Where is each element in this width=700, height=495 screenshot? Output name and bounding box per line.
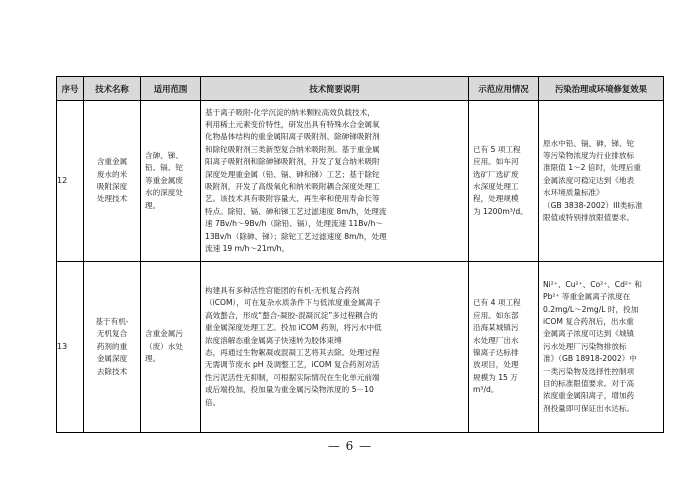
row-description [201, 262, 469, 433]
row-seq-text: 12 [57, 175, 68, 185]
row-scope [141, 101, 201, 262]
row-tech-name-text: 含重金属 废水的米 吸附深度 处理技术 [96, 157, 128, 204]
row-description [201, 101, 469, 262]
row-scope-text: 含重金属污 （废）水处 理。 [145, 329, 183, 364]
row-seq [57, 262, 84, 433]
row-demo-text: 已有 4 项工程 应用。如东部 沿海某城镇污 水处理厂出水 镍离子达标排 放项目，处理 规模为 15 万 m³/d。 [473, 298, 521, 395]
row-tech-name [84, 101, 141, 262]
row-demo-text: 已有 5 项工程 应用。如车河 选矿厂选矿废 水深度处理工 程，处理规模 为 1200m³/d。 [473, 144, 528, 216]
header-demo-application: 示范应用情况 [469, 77, 539, 101]
row-description-text: 基于离子吸附-化学沉淀的纳米颗粒高效负载技术， 利用稀土元素变价特性，研发出具有特殊水合金属氧 化物晶体结构的重金属阳离子吸附剂、除砷锑吸附剂 和除铊吸附剂三类新型复合纳米吸附剂。基于重金属 阳离子吸附剂和除砷锑吸附剂，开发了复合纳米吸附 深度处理重金属（铅、镉、砷和锑）工艺；基于除铊 吸附剂，开发了高级氧化和纳米吸附耦合深度处理工 艺。该技术具有吸附容量大、再生率和使用寿命长等 特点。除铅、镉、砷和锑工艺过滤速度 8m/h，处理流 速 7Bv/h～9Bv/h（除铅、镉），处理流速 11Bv/h～ 13Bv/h（除砷、锑）；除铊工艺过滤速度 8m/h，处理 流速 19 m/h～21m/h。 [205, 107, 387, 254]
row-demo-application [469, 101, 539, 262]
header-scope: 适用范围 [141, 77, 201, 101]
row-effect [539, 262, 664, 433]
technology-table [56, 76, 664, 433]
row-tech-name [84, 262, 141, 433]
row-effect-text: Ni²⁺、Cu²⁺、Co²⁺、Cd²⁺ 和 Pb²⁺ 等重金属离子浓度在 0.2mg/L～2mg/L 时，投加 iCOM 复合药剂后，出水重 金属离子浓度可达到《城镇 污水处理厂污染物排放标 准》（GB 18918-2002）中 一类污染物及选择性控制项 目的标准限值要求。对于高 浓度重金属阳离子，增加药 剂投量即可保证出水达标。 [543, 279, 642, 413]
header-effect: 污染治理或环境修复效果 [539, 77, 664, 101]
row-demo-application [469, 262, 539, 433]
row-seq-text: 13 [57, 341, 68, 351]
row-effect-text: 原水中铅、镉、砷、锑、铊 等污染物浓度为行业排放标 准限值 1～2 倍时，处理后重 金属浓度可稳定达到《地表 水环境质量标准》 （GB 3838-2002）III类标准 限值或特别排放限值要求。 [543, 138, 643, 223]
row-scope [141, 262, 201, 433]
header-seq: 序号 [57, 77, 84, 101]
table-row [57, 101, 664, 262]
row-scope-text: 含砷、锑、 铅、镉、铊 等重金属废 水的深度处 理。 [145, 150, 183, 210]
header-description: 技术简要说明 [201, 77, 469, 101]
table-row [57, 262, 664, 433]
row-seq [57, 101, 84, 262]
row-description-text: 构建具有多种活性官能团的有机-无机复合药剂 （iCOM），可在复杂水质条件下与低浓度重金属离子 高效螯合，形成“螯合-凝胶-混凝沉淀”多过程耦合的 重金属深度处理工艺。投加 iCOM 药剂，将污水中低 浓度溶解态重金属离子快速转为胶体束缚 态，再通过生物絮凝或混凝工艺将其去除。处理过程 无需调节废水 pH 及调整工艺，iCOM 复合药剂对活 性污泥活性无抑制，可根据实际情况在生化单元前端 或后端投加，投加量为重金属污染物浓度的 5－10 倍。 [205, 285, 382, 407]
row-effect [539, 101, 664, 262]
page-number: — 6 — [327, 439, 373, 453]
row-tech-name-text: 基于有机- 无机复合 药剂的重 金属深度 去除技术 [95, 316, 129, 376]
header-tech-name: 技术名称 [84, 77, 141, 101]
table-header-row [57, 77, 664, 101]
